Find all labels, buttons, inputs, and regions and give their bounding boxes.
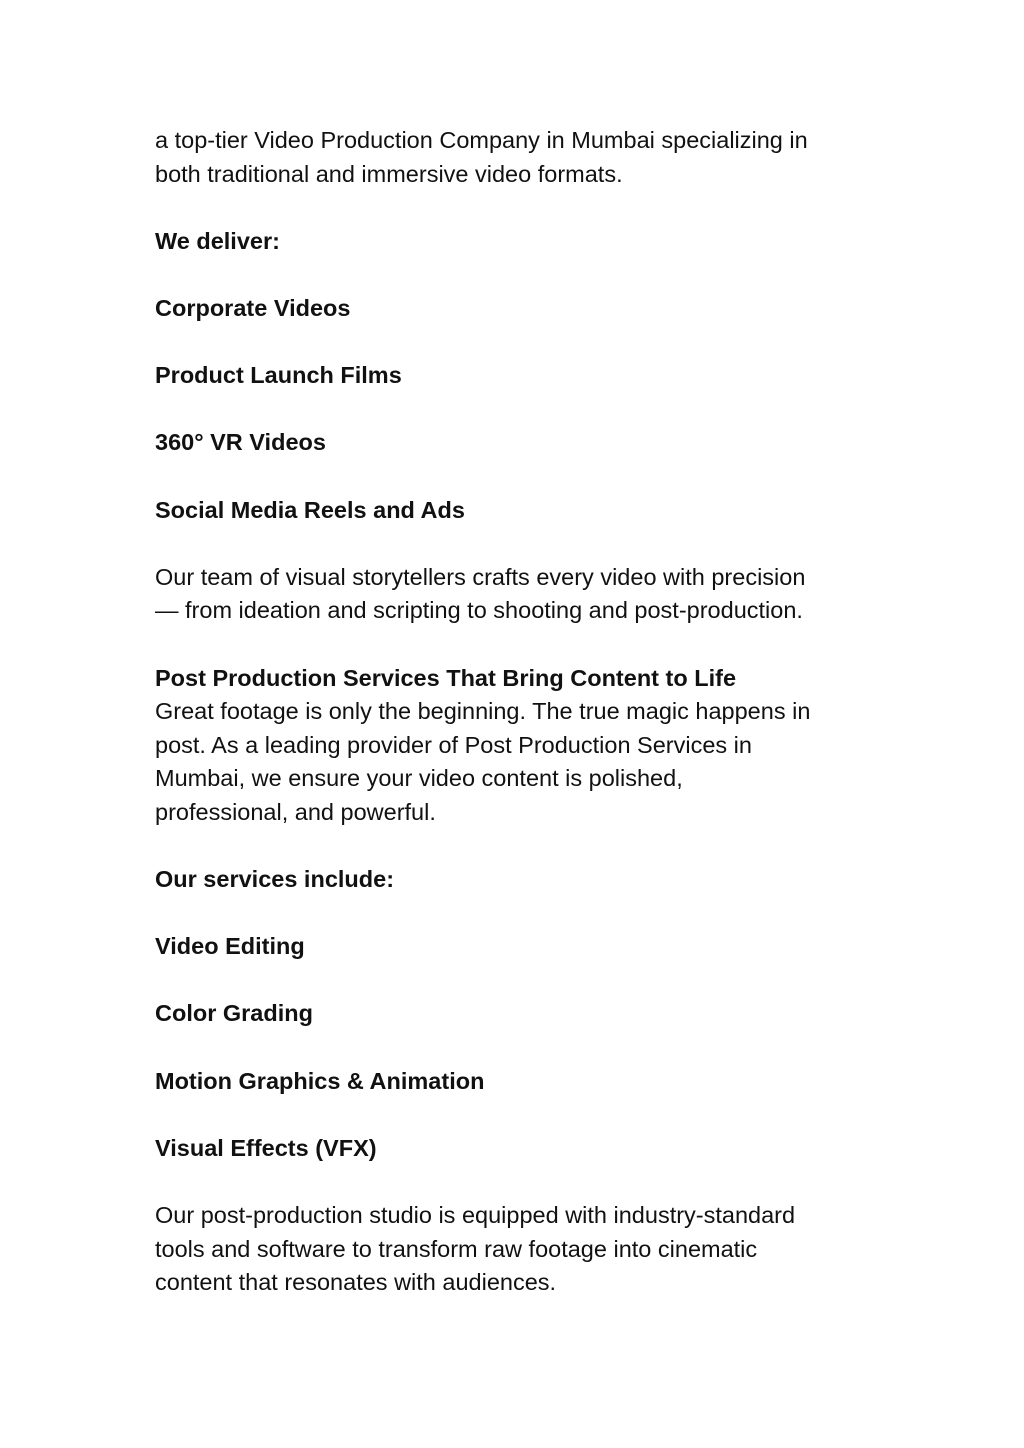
post-line-2: post. As a leading provider of Post Production Services in	[155, 731, 752, 758]
post-production-heading: Post Production Services That Bring Content to Life	[155, 664, 737, 691]
service-item-motion-graphics: Motion Graphics & Animation	[155, 1067, 485, 1094]
post-line-4: professional, and powerful.	[155, 798, 436, 825]
studio-line-3: content that resonates with audiences.	[155, 1269, 557, 1296]
spacer	[155, 897, 875, 931]
deliver-heading: We deliver:	[155, 227, 280, 254]
spacer	[155, 628, 875, 662]
deliver-item-corporate-videos: Corporate Videos	[155, 294, 351, 321]
post-line-1: Great footage is only the beginning. The true magic happens in	[155, 698, 811, 725]
service-item-video-editing: Video Editing	[155, 933, 305, 960]
deliver-item-social-media: Social Media Reels and Ads	[155, 496, 465, 523]
studio-line-1: Our post-production studio is equipped with industry-standard	[155, 1202, 796, 1228]
document-body	[155, 124, 875, 1300]
spacer	[155, 460, 875, 494]
deliver-item-product-launch-films: Product Launch Films	[155, 362, 402, 389]
spacer	[155, 527, 875, 561]
team-line-2: — from ideation and scripting to shooting and post-production.	[155, 597, 803, 624]
spacer	[155, 258, 875, 292]
spacer	[155, 964, 875, 998]
intro-line-1: a top-tier Video Production Company in Mumbai specializing in	[155, 127, 808, 153]
spacer	[155, 326, 875, 360]
spacer	[155, 393, 875, 427]
spacer	[155, 829, 875, 863]
spacer	[155, 1031, 875, 1065]
service-item-vfx: Visual Effects (VFX)	[155, 1134, 377, 1161]
spacer	[155, 1098, 875, 1132]
spacer	[155, 1165, 875, 1199]
spacer	[155, 191, 875, 225]
intro-line-2: both traditional and immersive video formats.	[155, 160, 623, 187]
services-heading: Our services include:	[155, 866, 395, 893]
service-item-color-grading: Color Grading	[155, 1000, 313, 1027]
deliver-item-vr-videos: 360° VR Videos	[155, 429, 326, 456]
studio-line-2: tools and software to transform raw footage into cinematic	[155, 1235, 758, 1262]
team-line-1: Our team of visual storytellers crafts every video with precision	[155, 563, 806, 590]
post-line-3: Mumbai, we ensure your video content is polished,	[155, 765, 683, 792]
